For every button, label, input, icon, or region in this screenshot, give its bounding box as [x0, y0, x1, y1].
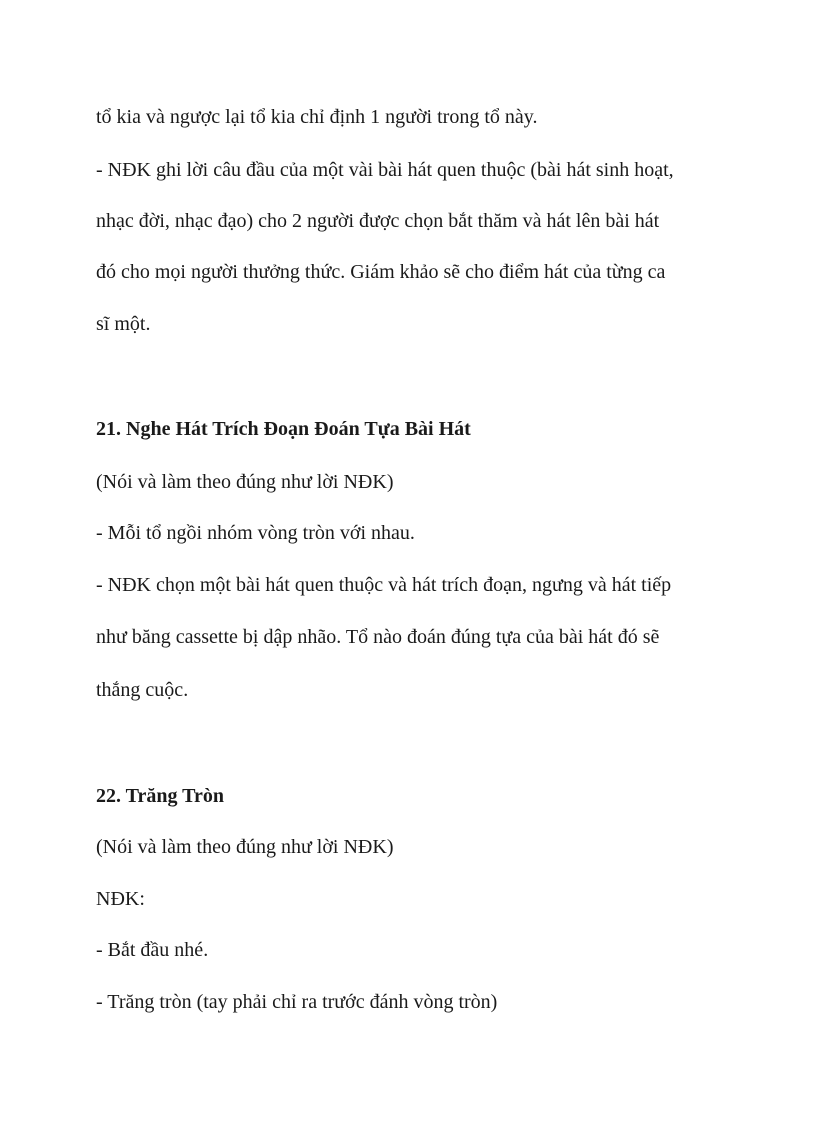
paragraph-line: như băng cassette bị dập nhão. Tổ nào đoán đúng tựa của bài hát đó sẽ [96, 626, 660, 648]
paragraph-line: - NĐK chọn một bài hát quen thuộc và hát trích đoạn, ngưng và hát tiếp [96, 574, 672, 596]
paragraph-line: NĐK: [96, 888, 145, 910]
paragraph-line: - NĐK ghi lời câu đầu của một vài bài hát quen thuộc (bài hát sinh hoạt, [96, 159, 674, 181]
paragraph-line: thắng cuộc. [96, 679, 189, 701]
paragraph-line: nhạc đời, nhạc đạo) cho 2 người được chọn bắt thăm và hát lên bài hát [96, 210, 660, 232]
paragraph-line: đó cho mọi người thưởng thức. Giám khảo sẽ cho điểm hát của từng ca [96, 261, 666, 283]
paragraph-line: tổ kia và ngược lại tổ kia chỉ định 1 người trong tổ này. [96, 106, 538, 128]
paragraph-line: - Mỗi tổ ngồi nhóm vòng tròn với nhau. [96, 522, 415, 544]
paragraph-line: sĩ một. [96, 313, 151, 335]
section-heading-21: 21. Nghe Hát Trích Đoạn Đoán Tựa Bài Hát [96, 418, 471, 440]
section-heading-22: 22. Trăng Tròn [96, 785, 224, 807]
paragraph-line: - Trăng tròn (tay phải chỉ ra trước đánh vòng tròn) [96, 991, 498, 1013]
paragraph-line: - Bắt đầu nhé. [96, 939, 209, 961]
paragraph-line: (Nói và làm theo đúng như lời NĐK) [96, 471, 394, 493]
paragraph-line: (Nói và làm theo đúng như lời NĐK) [96, 836, 394, 858]
